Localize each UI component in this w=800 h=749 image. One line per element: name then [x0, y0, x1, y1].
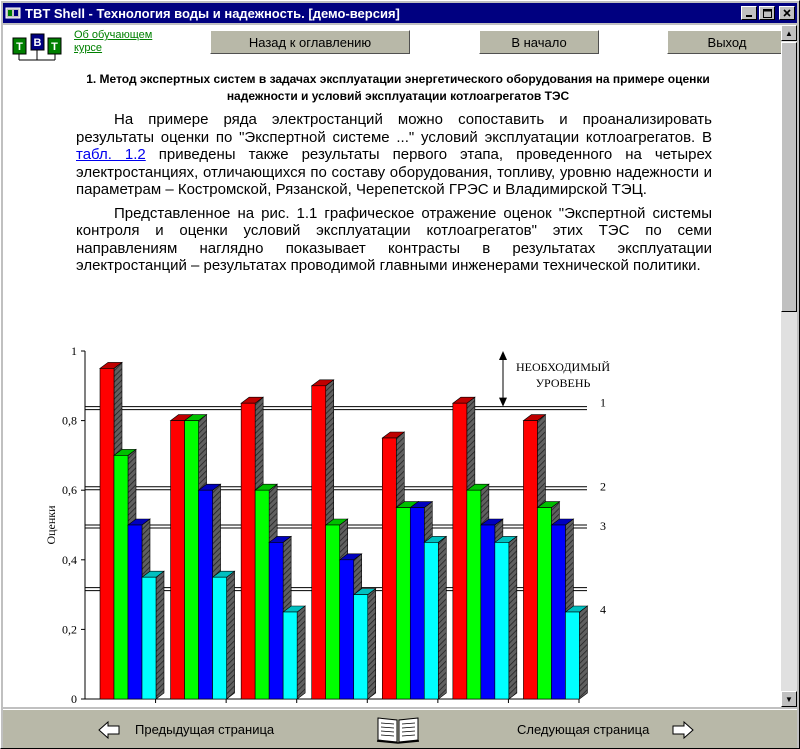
next-page-link[interactable]: Следующая страница [517, 722, 650, 737]
scroll-down-icon[interactable]: ▼ [781, 691, 797, 707]
bar-1-1 [114, 455, 128, 699]
y-axis-label: Оценки [44, 505, 58, 545]
scroll-thumb[interactable] [781, 42, 797, 312]
table-1-2-link[interactable]: табл. 1.2 [76, 146, 146, 163]
y-tick-label: 0,4 [62, 552, 77, 567]
bar-side-4-3 [368, 589, 376, 699]
about-course-link[interactable]: Об обучающем курсе [74, 29, 153, 54]
bar-4-1 [326, 525, 340, 699]
bar-2-2 [199, 490, 213, 699]
paragraph-1-start: На примере ряда электростанций можно сопоставить и проанализировать результаты оценки по "Экспертной системе ..." условий эксплуатации котлоагрегатов. В [76, 111, 712, 146]
bar-7-0 [523, 421, 537, 699]
bar-2-1 [185, 421, 199, 699]
bar-side-1-3 [156, 571, 164, 699]
paragraph-1 [76, 111, 712, 199]
bar-5-1 [396, 508, 410, 699]
article-body [76, 111, 712, 281]
arrow-right-icon[interactable] [672, 721, 694, 739]
reference-label-3: 3 [600, 519, 606, 533]
logo-letter-t2: T [51, 41, 58, 53]
bar-6-0 [453, 403, 467, 699]
bar-6-3 [495, 542, 509, 699]
article-heading: 1. Метод экспертных систем в задачах эксплуатации энергетического оборудования на примере оценки надежности и условий эксплуатации котлоагрегатов ТЭС [86, 72, 710, 103]
vertical-scrollbar[interactable] [781, 25, 797, 707]
bar-side-5-3 [438, 536, 446, 699]
y-tick-label: 0 [71, 692, 77, 706]
bar-5-0 [382, 438, 396, 699]
y-tick-label: 0,6 [62, 483, 77, 498]
reference-label-1: 1 [600, 395, 606, 410]
close-icon[interactable] [779, 6, 795, 20]
annotation-arrow-down [499, 398, 507, 407]
scroll-up-icon[interactable]: ▲ [781, 25, 797, 41]
bar-side-6-3 [509, 536, 517, 699]
reference-label-4: 4 [600, 602, 606, 617]
bar-2-0 [171, 421, 185, 699]
book-icon[interactable] [376, 714, 420, 744]
bar-7-3 [565, 612, 579, 699]
footer-bar [3, 709, 797, 748]
paragraph-1-end: приведены также результаты первого этапа, проведенного на четырех электростанциях, отличающихся по составу оборудования, топливу, уровню надежности и параметрам – Костромской, Рязанской, Черепетской ГРЭС и Владимирской ТЭЦ. [76, 146, 712, 198]
logo-letter-t1: T [16, 41, 23, 53]
paragraph-2: Представленное на рис. 1.1 графическое отражение оценок "Экспертной системы контроля и оценки условий эксплуатации котлоагрегатов" этих ТЭС по семи направлениям наглядно показывает контрасты в результатах эксплуатации электростанций – результатах проводимой главными инженерами технической политики. [76, 204, 712, 274]
bar-4-0 [312, 386, 326, 699]
reference-label-2: 2 [600, 479, 606, 494]
bar-2-3 [213, 577, 227, 699]
arrow-left-icon[interactable] [98, 721, 120, 739]
bar-7-1 [537, 508, 551, 699]
tbt-logo[interactable] [11, 31, 63, 61]
logo-letter-b: B [33, 37, 42, 49]
bar-3-1 [255, 490, 269, 699]
bar-1-3 [142, 577, 156, 699]
page-content [3, 25, 797, 707]
y-tick-label: 0,2 [62, 622, 77, 637]
y-tick-label: 1 [71, 344, 77, 358]
bar-side-7-3 [579, 606, 587, 699]
maximize-icon[interactable] [759, 6, 775, 20]
bar-4-3 [354, 595, 368, 699]
bar-1-0 [100, 368, 114, 699]
bar-6-2 [481, 525, 495, 699]
bar-3-0 [241, 403, 255, 699]
annotation-arrow-up [499, 351, 507, 360]
bar-5-2 [410, 508, 424, 699]
prev-page-link[interactable]: Предыдущая страница [135, 722, 275, 737]
annotation-text-line: УРОВЕНЬ [535, 376, 591, 390]
bar-3-3 [283, 612, 297, 699]
minimize-icon[interactable] [741, 6, 757, 20]
bar-side-2-3 [227, 571, 235, 699]
y-tick-label: 0,8 [62, 413, 77, 428]
to-start-button[interactable]: В начало [479, 30, 599, 54]
bar-4-2 [340, 560, 354, 699]
back-to-contents-button[interactable]: Назад к оглавлению [210, 30, 410, 54]
window-title: TBT Shell - Технология воды и надежность. [демо-версия] [25, 5, 400, 21]
bar-7-2 [551, 525, 565, 699]
bar-side-3-3 [297, 606, 305, 699]
bar-1-2 [128, 525, 142, 699]
exit-button[interactable]: Выход [667, 30, 787, 54]
bar-6-1 [467, 490, 481, 699]
annotation-text-line: НЕОБХОДИМЫЙ [515, 360, 611, 374]
bar-5-3 [424, 542, 438, 699]
app-icon[interactable] [5, 6, 21, 20]
evaluation-chart [3, 323, 779, 707]
title-bar [3, 3, 797, 23]
bar-3-2 [269, 542, 283, 699]
